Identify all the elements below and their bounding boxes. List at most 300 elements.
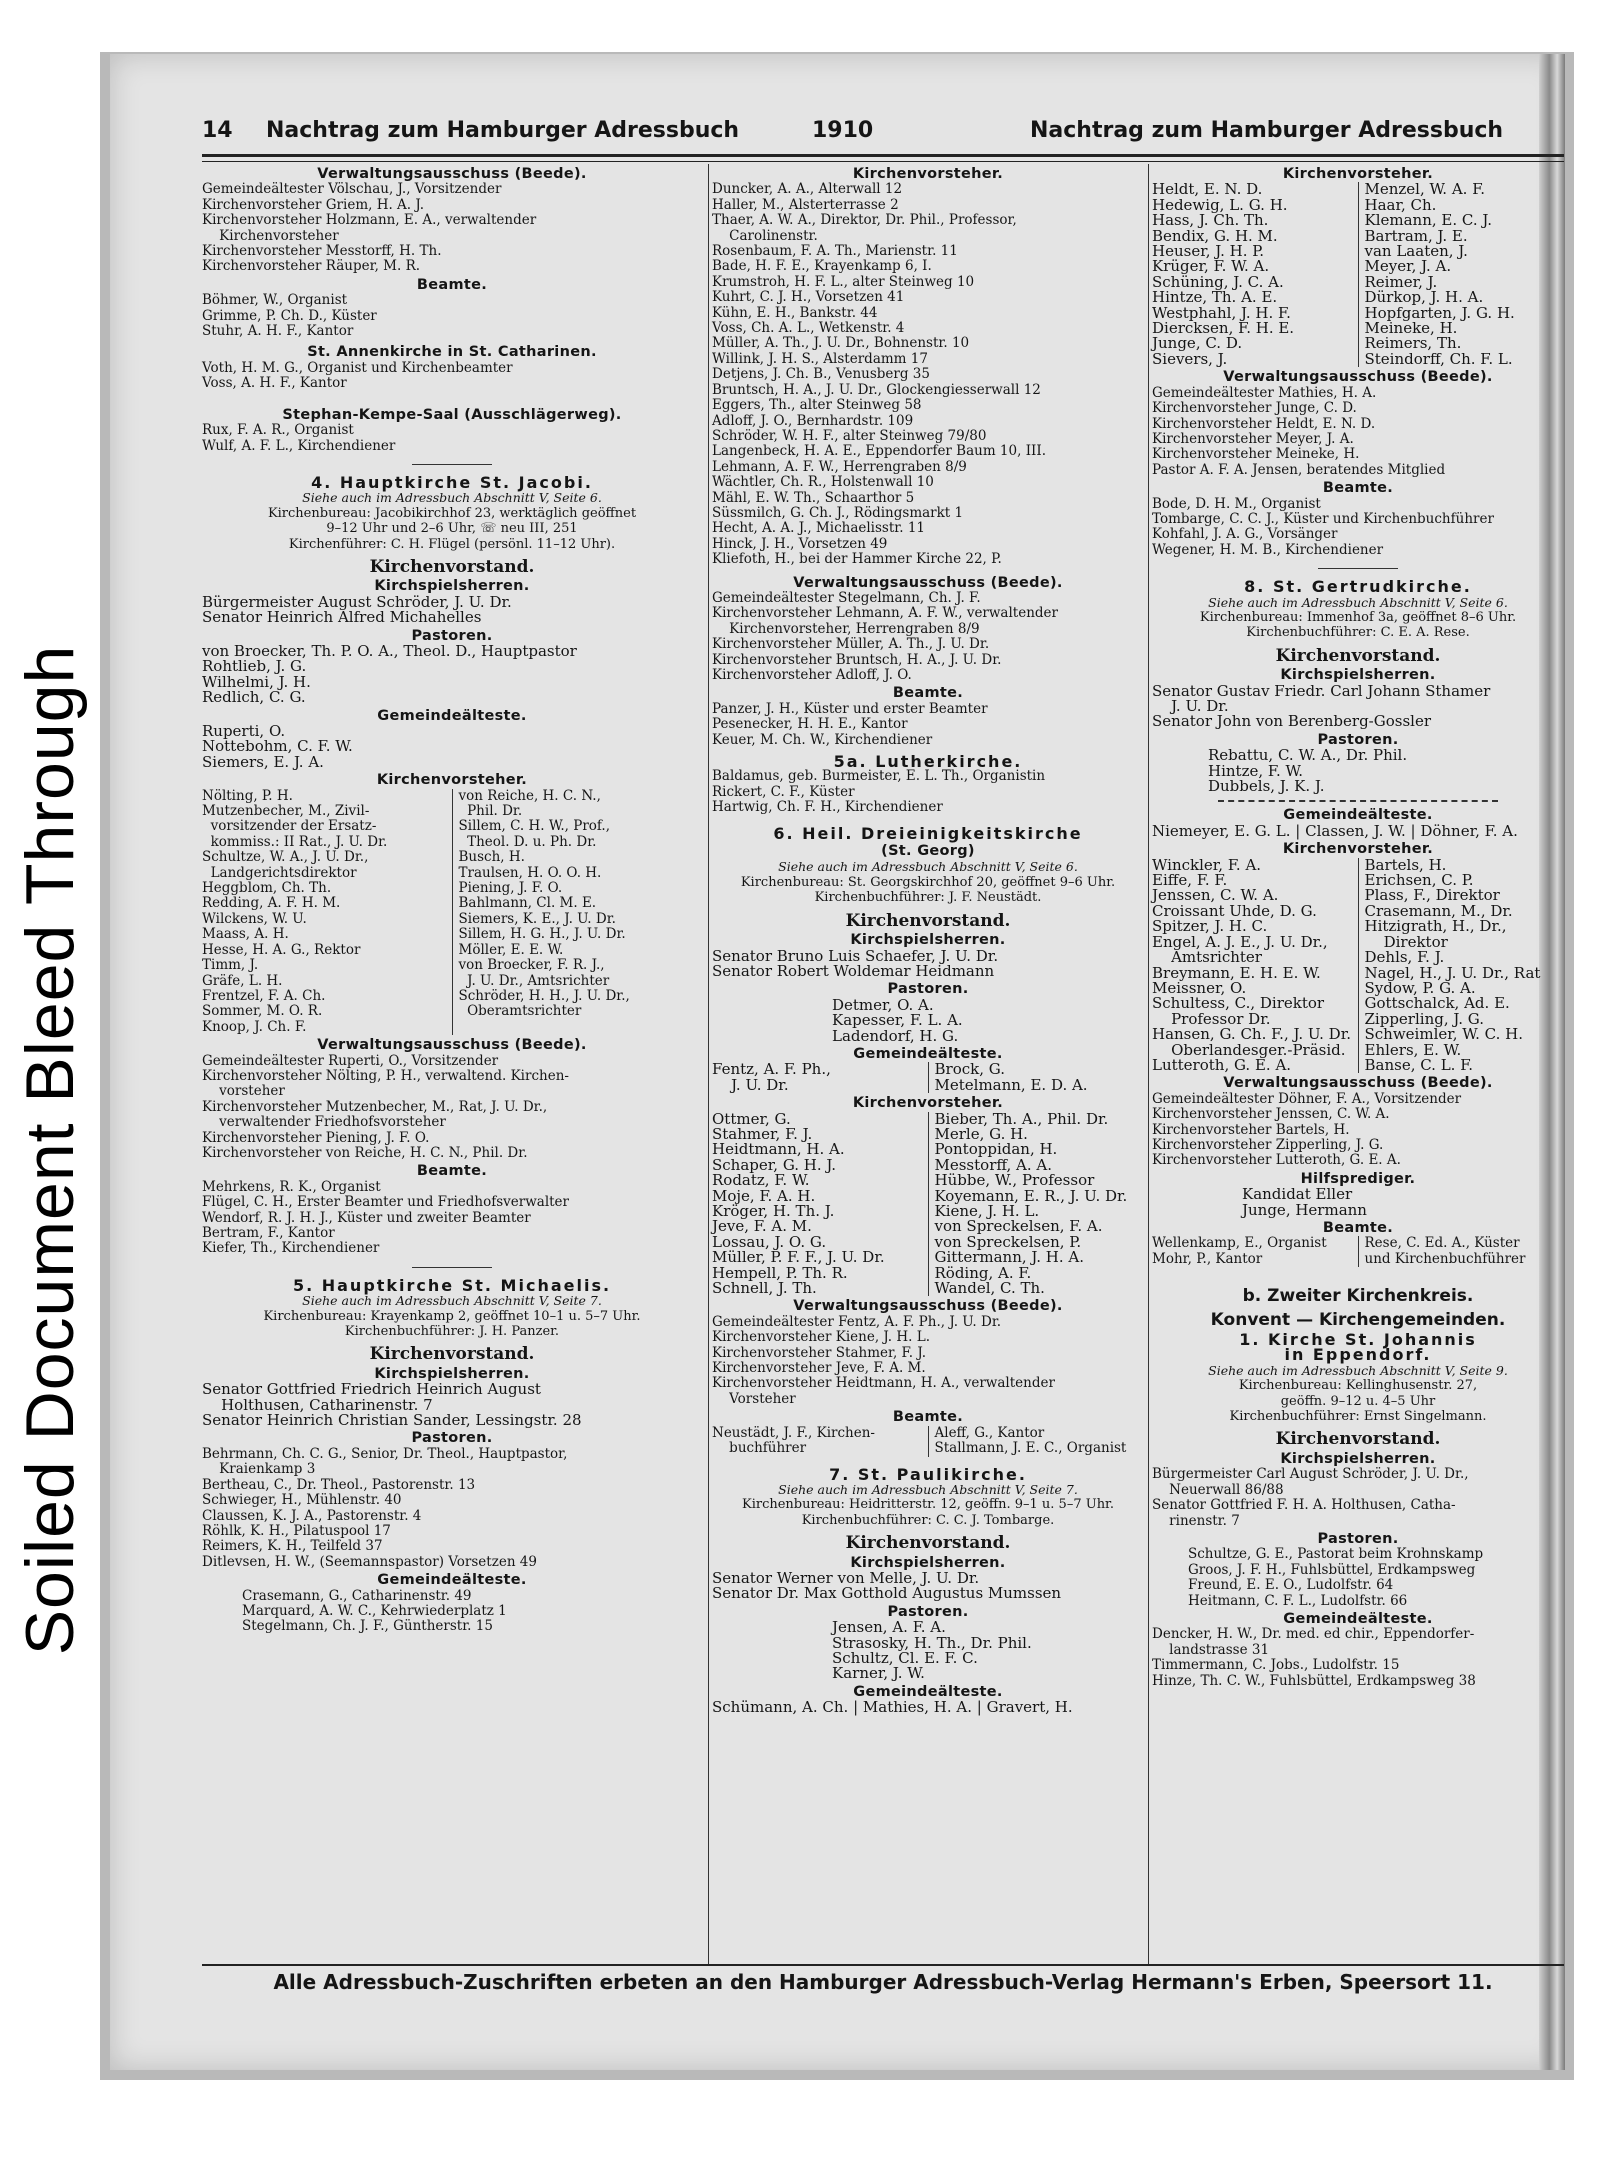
page-footer: Alle Adressbuch-Zuschriften erbeten an den Hamburger Adressbuch-Verlag Hermann's Erben, Speersort 11. [273, 1970, 1493, 1994]
list-item: Professor Dr. [1152, 1009, 1271, 1028]
list-item: Rese, C. Ed. A., Küster [1364, 1235, 1520, 1252]
list-item: Dencker, H. W., Dr. med. ed chir., Eppendorfer- [1152, 1626, 1475, 1643]
section-title: Kirchspielsherren. [1280, 667, 1436, 684]
section-title: Kirchenvorsteher. [852, 166, 1004, 182]
section-title: Beamte. [892, 1409, 964, 1426]
list-item: Behrmann, Ch. C. G., Senior, Dr. Theol., Hauptpastor, [202, 1445, 568, 1462]
section-list [712, 1315, 1144, 1407]
list-item: Gräfe, L. H. [202, 972, 283, 989]
column-3 [1152, 164, 1564, 1964]
list-item: Mehrkens, R. K., Organist [202, 1178, 381, 1195]
list-item: Hopfgarten, J. G. H. [1364, 303, 1515, 322]
church-title: 5. Hauptkirche St. Michaelis. [292, 1275, 612, 1295]
list-item: Senator Werner von Melle, J. U. Dr. [712, 1568, 980, 1587]
list-item: Menzel, W. A. F. [1364, 180, 1486, 199]
list-item: Möller, E. E. W. [458, 941, 564, 958]
list-item: Winckler, F. A. [1152, 855, 1262, 874]
list-item: Kirchenvorsteher Piening, J. F. O. [202, 1129, 430, 1146]
list-item: Kraienkamp 3 [202, 1461, 316, 1478]
section-list [202, 1447, 702, 1570]
list-item: Bode, D. H. M., Organist [1152, 495, 1321, 512]
list-item: Oberlandesger.-Präsid. [1152, 1040, 1346, 1059]
list-item: Kirchenführer: C. H. Flügel (persönl. 11–12 Uhr). [288, 536, 616, 552]
list-item: Kirchenvorsteher Lehmann, A. F. W., verwaltender [712, 605, 1058, 622]
list-item: Senator Bruno Luis Schaefer, J. U. Dr. [712, 946, 999, 965]
list-item: Reimers, Th. [1364, 334, 1462, 353]
list-item: Spitzer, J. H. C. [1152, 917, 1268, 936]
list-item: Jensen, A. F. A. [832, 1618, 946, 1637]
list-item: Merle, G. H. [934, 1124, 1028, 1143]
list-item: Kirchenbureau: St. Georgskirchhof 20, geöffnet 9–6 Uhr. [740, 874, 1116, 890]
list-item: Redlich, C. G. [202, 688, 306, 707]
kirchenvorstand-title: Kirchenvorstand. [845, 1533, 1011, 1554]
church-reference: Siehe auch im Adressbuch Abschnitt V, Seite 9. [1208, 1362, 1508, 1378]
list-item: vorsitzender der Ersatz- [202, 818, 377, 835]
church-title: 5a. Lutherkirche. [833, 752, 1023, 772]
list-item: Frentzel, F. A. Ch. [202, 987, 326, 1004]
list-item: Messtorff, A. A. [934, 1155, 1052, 1174]
church-info [1152, 1378, 1564, 1424]
section-title: Verwaltungsausschuss (Beede). [1223, 369, 1493, 386]
list-item: Kirchenvorsteher Meyer, J. A. [1152, 430, 1354, 447]
list-item: Ottmer, G. [712, 1109, 791, 1128]
list-item: Kirchenvorsteher Adloff, J. O. [712, 667, 912, 683]
list-item: Flügel, C. H., Erster Beamter und Friedhofsverwalter [202, 1194, 569, 1211]
list-item: Siemers, E. J. A. [202, 752, 324, 771]
list-item: Steindorff, Ch. F. L. [1364, 349, 1513, 368]
list-item: Detjens, J. Ch. B., Venusberg 35 [712, 366, 930, 383]
list-item: Voss, A. H. F., Kantor [202, 375, 347, 392]
list-item: Hartwig, Ch. F. H., Kirchendiener [712, 799, 943, 816]
list-item: von Broecker, F. R. J., [458, 957, 605, 974]
list-item: Kirchenvorsteher Zipperling, J. G. [1152, 1136, 1384, 1153]
list-item: Pastor A. F. A. Jensen, beratendes Mitglied [1152, 461, 1446, 478]
list-item: Groos, J. F. H., Fuhlsbüttel, Erdkampsweg [1188, 1561, 1476, 1578]
list-item: Ditlevsen, H. W., (Seemannspastor) Vorsetzen 49 [202, 1553, 537, 1570]
list-item: Röhlk, K. H., Pilatuspool 17 [202, 1522, 391, 1539]
list-item: Dubbels, J. K. J. [1208, 777, 1325, 796]
list-item: vorsteher [202, 1083, 285, 1100]
section-title: Kirchenvorsteher. [852, 1095, 1004, 1112]
list-item: Neuerwall 86/88 [1152, 1481, 1284, 1498]
two-column-list [712, 1109, 1144, 1298]
list-item: buchführer [712, 1440, 807, 1457]
list-item: Rodatz, F. W. [712, 1171, 810, 1190]
list-item: Bendix, G. H. M. [1152, 226, 1278, 245]
list-item: van Laaten, J. [1364, 242, 1468, 261]
list-item: Senator John von Berenberg-Gossler [1152, 712, 1432, 731]
list-item: Schultze, W. A., J. U. Dr., [202, 849, 369, 866]
list-item: J. U. Dr., Amtsrichter [458, 972, 610, 989]
list-item: Vorsteher [712, 1390, 796, 1407]
list-item: Hinze, Th. C. W., Fuhlsbüttel, Erdkampsweg 38 [1152, 1672, 1476, 1689]
section-title: Kirchspielsherren. [1280, 1450, 1436, 1467]
list-item: Kapesser, F. L. A. [832, 1011, 963, 1030]
list-left [712, 1062, 929, 1093]
list-item: Amtsrichter [1152, 948, 1262, 967]
document-page [110, 54, 1565, 2070]
list-item: Maass, A. H. [202, 926, 289, 943]
list-item: Eggers, Th., alter Steinweg 58 [712, 397, 922, 414]
list-item: Haar, Ch. [1364, 195, 1437, 214]
list-item: Rickert, C. F., Küster [712, 783, 855, 800]
church-title: 1. Kirche St. Johannis [1239, 1330, 1477, 1350]
two-column-list [202, 789, 702, 1036]
column-rule-1 [708, 164, 709, 1964]
church-info [202, 506, 702, 552]
church-title: 4. Hauptkirche St. Jacobi. [311, 472, 593, 492]
list-item: Kirchenvorsteher, Herrengraben 8/9 [712, 620, 980, 637]
list-item: Wächtler, Ch. R., Holstenwall 10 [712, 474, 934, 491]
list-item: Bartels, H. [1364, 855, 1447, 874]
church-reference: Siehe auch im Adressbuch Abschnitt V, Seite 7. [302, 1293, 602, 1309]
list-item: von Broecker, Th. P. O. A., Theol. D., Hauptpastor [202, 641, 577, 660]
list-item: Gemeindeältester Stegelmann, Ch. J. F. [712, 589, 981, 606]
section-list [202, 1382, 702, 1428]
list-item: Jenssen, C. W. A. [1152, 886, 1279, 905]
list-item: Junge, C. D. [1152, 334, 1243, 353]
list-item: Hempell, P. Th. R. [712, 1263, 848, 1282]
header-right-title: Nachtrag zum Hamburger Adressbuch [1030, 118, 1504, 143]
list-item: Bertheau, C., Dr. Theol., Pastorenstr. 13 [202, 1476, 476, 1493]
list-item: Stuhr, A. H. F., Kantor [202, 323, 354, 340]
list-item: Kirchenbuchführer: C. E. A. Rese. [1246, 625, 1470, 641]
column-1 [202, 164, 702, 1964]
list-item: Kröger, H. Th. J. [712, 1202, 835, 1220]
list-item: Kirchenvorsteher Stahmer, F. J. [712, 1344, 927, 1361]
list-item: Kirchenvorsteher Müller, A. Th., J. U. Dr. [712, 636, 990, 653]
list-item: Sommer, M. O. R. [202, 1003, 323, 1020]
section-title: Beamte. [416, 276, 488, 293]
list-item: Siemers, K. E., J. U. Dr. [458, 910, 616, 927]
section-list [202, 1589, 702, 1635]
section-list [712, 995, 1144, 1045]
section-list [202, 293, 702, 339]
list-item: Aleff, G., Kantor [934, 1424, 1045, 1441]
list-item: Kirchenbureau: Krayenkamp 2, geöffnet 10–1 u. 5–7 Uhr. [263, 1308, 641, 1324]
list-item: Crasemann, M., Dr. [1364, 901, 1513, 920]
section-list [202, 361, 702, 392]
list-item: Reimer, J. [1364, 272, 1438, 291]
list-item: Meyer, J. A. [1364, 257, 1452, 276]
list-item: Kirchenvorsteher von Reiche, H. C. N., Phil. Dr. [202, 1144, 528, 1161]
list-item: Kirchenbureau: Jacobikirchhof 23, werktäglich geöffnet [267, 505, 637, 521]
church-reference: Siehe auch im Adressbuch Abschnitt V, Seite 7. [778, 1481, 1078, 1497]
church-title: 8. St. Gertrudkirche. [1244, 577, 1472, 597]
list-item: Mutzenbecher, M., Zivil- [202, 803, 370, 820]
list-item: Gemeindeältester Ruperti, O., Vorsitzender [202, 1052, 499, 1069]
divider [1318, 568, 1398, 569]
list-item: Kirchenvorsteher [202, 227, 339, 244]
list-item: Willink, J. H. S., Alsterdamm 17 [712, 350, 928, 367]
divider [412, 464, 492, 465]
section-list [1152, 1547, 1564, 1609]
list-item: Ehlers, E. W. [1364, 1040, 1462, 1059]
list-item: Müller, P. F. F., J. U. Dr. [712, 1248, 885, 1267]
list-item: Kirchenvorsteher Mutzenbecher, M., Rat, J. U. Dr., [202, 1098, 548, 1115]
list-item: Kirchenvorsteher Junge, C. D. [1152, 400, 1357, 417]
section-title: Pastoren. [411, 1430, 493, 1447]
footer-rule [202, 1964, 1564, 1966]
list-item: Hitzigrath, H., Dr., [1364, 917, 1507, 936]
list-item: Senator Gottfried F. H. A. Holthusen, Catha- [1152, 1497, 1456, 1514]
list-item: Schüning, J. C. A. [1152, 272, 1284, 291]
list-item: Heldt, E. N. D. [1152, 180, 1263, 199]
list-item: Hübbe, W., Professor [934, 1171, 1095, 1190]
list-item: Kirchenbureau: Kellinghusenstr. 27, [1238, 1378, 1478, 1394]
list-item: Ladendorf, H. G. [832, 1026, 959, 1045]
section-title: St. Annenkirche in St. Catharinen. [307, 344, 597, 361]
column-2 [712, 164, 1144, 1964]
list-right [453, 789, 703, 1036]
list-item: Dürkop, J. H. A. [1364, 288, 1484, 307]
list-item: Heuser, J. H. P. [1152, 242, 1265, 261]
list-item: Tombarge, C. C. J., Küster und Kirchenbuchführer [1152, 510, 1494, 527]
section-list [202, 641, 702, 707]
list-item: Schnell, J. Th. [712, 1279, 817, 1298]
list-item: Langenbeck, H. A. E., Eppendorfer Baum 10, III. [712, 443, 1046, 460]
list-item: Baldamus, geb. Burmeister, E. L. Th., Organistin [712, 768, 1046, 785]
list-item: und Kirchenbuchführer [1364, 1250, 1526, 1267]
list-item: Röding, A. F. [934, 1263, 1032, 1282]
list-item: Eiffe, F. F. [1152, 871, 1228, 890]
list-item: Traulsen, H. O. O. H. [458, 864, 602, 881]
church-reference: Siehe auch im Adressbuch Abschnitt V, Seite 6. [1208, 594, 1508, 610]
section-title: Hilfsprediger. [1300, 1170, 1416, 1187]
list-item: Hansen, G. Ch. F., J. U. Dr. [1152, 1025, 1351, 1044]
list-item: Wandel, C. Th. [934, 1279, 1045, 1298]
list-item: Plass, F., Direktor [1364, 886, 1500, 905]
list-item: Voss, Ch. A. L., Wetkenstr. 4 [712, 320, 905, 337]
two-column-list [1152, 1236, 1564, 1267]
list-item: Kirchenvorsteher Lutteroth, G. E. A. [1152, 1152, 1401, 1169]
list-item: Sievers, J. [1152, 349, 1228, 368]
list-item: Bürgermeister Carl August Schröder, J. U. Dr., [1152, 1466, 1469, 1483]
list-item: Gemeindeältester Fentz, A. F. Ph., J. U. Dr. [712, 1313, 1002, 1330]
list-item: Landgerichtsdirektor [202, 864, 357, 881]
kirchenvorstand-title: Kirchenvorstand. [845, 910, 1011, 931]
list-item: Phil. Dr. [458, 803, 523, 820]
list-item: Schultze, G. E., Pastorat beim Krohnskamp [1188, 1546, 1484, 1563]
church-reference: Siehe auch im Adressbuch Abschnitt V, Seite 6. [302, 490, 602, 506]
church-title: 6. Heil. Dreieinigkeitskirche [773, 823, 1083, 843]
list-item: Gemeindeältester Mathies, H. A. [1152, 384, 1377, 401]
list-item: Marquard, A. W. C., Kehrwiederplatz 1 [242, 1602, 507, 1619]
list-item: Haller, M., Alsterterrasse 2 [712, 196, 899, 213]
side-label-text: Soiled Document Bleed Through [12, 644, 88, 1656]
list-item: Hecht, A. A. J., Michaelisstr. 11 [712, 520, 926, 537]
list-item: J. U. Dr. [712, 1075, 789, 1094]
list-item: Direktor [1364, 932, 1448, 951]
list-item: Kirchenvorsteher Jenssen, C. W. A. [1152, 1106, 1390, 1123]
section-list [712, 769, 1144, 815]
list-item: Kandidat Eller [1242, 1185, 1353, 1204]
list-item: Nölting, P. H. [202, 787, 293, 804]
list-item: Thaer, A. W. A., Direktor, Dr. Phil., Professor, [712, 212, 1017, 229]
church-subtitle: (St. Georg) [881, 843, 975, 860]
list-item: Neustädt, J. F., Kirchen- [712, 1424, 875, 1441]
kirchenvorstand-title: Kirchenvorstand. [1275, 1429, 1441, 1450]
list-item: Hintze, Th. A. E. [1152, 288, 1278, 307]
list-item: Ruperti, O. [202, 722, 286, 740]
list-item: Piening, J. F. O. [458, 880, 563, 897]
church-info [712, 1497, 1144, 1528]
list-item: Senator Dr. Max Gotthold Augustus Mumssen [712, 1584, 1062, 1603]
church-info [712, 875, 1144, 906]
list-item: Stahmer, F. J. [712, 1124, 813, 1143]
list-item: Sillem, H. G. H., J. U. Dr. [458, 926, 626, 943]
section-title: Kirchspielsherren. [374, 1365, 530, 1382]
list-item: Engel, A. J. E., J. U. Dr., [1152, 932, 1328, 951]
list-item: Kirchenbuchführer: J. H. Panzer. [344, 1324, 560, 1340]
section-title: Beamte. [1322, 480, 1394, 497]
list-item: 9–12 Uhr und 2–6 Uhr, ☏ neu III, 251 [326, 521, 578, 537]
list-item: Lossau, J. O. G. [712, 1232, 827, 1251]
list-item: Schaper, G. H. J. [712, 1155, 837, 1174]
list-item: Reimers, K. H., Teilfeld 37 [202, 1538, 383, 1555]
list-item: Bartram, J. E. [1364, 226, 1468, 245]
section-title: Kirchspielsherren. [374, 578, 530, 595]
section-title: Verwaltungsausschuss (Beede). [317, 1037, 587, 1054]
list-item: Süssmilch, G. Ch. J., Rödingsmarkt 1 [712, 504, 964, 521]
list-item: Timmermann, C. Jobs., Ludolfstr. 15 [1152, 1657, 1400, 1674]
list-item: von Spreckelsen, P. [934, 1232, 1082, 1251]
list-item: Rebattu, C. W. A., Dr. Phil. [1208, 746, 1408, 765]
dashed-divider [1218, 800, 1498, 802]
list-item: Theol. D. u. Ph. Dr. [458, 833, 597, 850]
list-item: Meineke, H. [1364, 319, 1458, 338]
list-item: von Reiche, H. C. N., [458, 787, 601, 804]
section-list [202, 1180, 702, 1257]
list-item: Kirchenbuchführer: J. F. Neustädt. [814, 890, 1042, 906]
section-title: Stephan-Kempe-Saal (Ausschlägerweg). [282, 406, 622, 423]
list-item: Senator Heinrich Alfred Michahelles [202, 608, 482, 627]
list-item: Wellenkamp, E., Organist [1152, 1235, 1327, 1252]
list-item: Carolinenstr. [712, 227, 818, 244]
header-year: 1910 [812, 118, 874, 143]
list-item: Stallmann, J. E. C., Organist [934, 1440, 1127, 1457]
list-item: Rosenbaum, F. A. Th., Marienstr. 11 [712, 243, 958, 260]
list-right [1359, 182, 1565, 367]
section-list [712, 1568, 1144, 1603]
list-item: Senator Gottfried Friedrich Heinrich August [202, 1380, 541, 1399]
list-item: Brock, G. [934, 1060, 1005, 1079]
list-item: Schultess, C., Direktor [1152, 994, 1325, 1013]
list-item: Karner, J. W. [832, 1664, 925, 1683]
list-item: Moje, F. A. H. [712, 1186, 816, 1205]
list-item: Detmer, O. A. [832, 995, 934, 1014]
section-title: Gemeindeälteste. [853, 1683, 1003, 1700]
page-number: 14 [202, 118, 233, 143]
section-title: Pastoren. [1317, 731, 1399, 748]
list-item: Kirchenvorsteher Bruntsch, H. A., J. U. Dr. [712, 651, 1002, 668]
list-item: Schweimler, W. C. H. [1364, 1025, 1523, 1044]
list-item: verwaltender Friedhofsvorsteher [202, 1114, 446, 1131]
list-item: Nottebohm, C. F. W. [202, 737, 353, 756]
list-item: Klemann, E. C. J. [1364, 211, 1492, 230]
column-rule-2 [1148, 164, 1149, 1964]
list-item: Kuhrt, C. J. H., Vorsetzen 41 [712, 289, 905, 306]
list-item: Kirchenvorsteher Griem, H. A. J. [202, 196, 425, 213]
section-list [202, 592, 702, 627]
list-right [929, 1109, 1145, 1298]
list-item: Mohr, P., Kantor [1152, 1250, 1263, 1267]
section-title: Gemeindeälteste. [853, 1045, 1003, 1062]
section-title: Verwaltungsausschuss (Beede). [1223, 1075, 1493, 1092]
list-left [202, 789, 453, 1036]
list-item: Bürgermeister August Schröder, J. U. Dr. [202, 592, 512, 611]
list-item: Strasosky, H. Th., Dr. Phil. [832, 1633, 1032, 1652]
list-item: Redding, A. F. H. M. [202, 895, 341, 912]
section-list [712, 946, 1144, 980]
section-title: Kirchenvorsteher. [1282, 166, 1434, 182]
page-header [202, 118, 1564, 158]
kirchenvorstand-title: Kirchenvorstand. [1275, 645, 1441, 666]
list-item: Wilckens, W. U. [202, 910, 307, 927]
church-info [1152, 610, 1564, 641]
list-item: Senator Robert Woldemar Heidmann [712, 961, 995, 980]
list-item: Bade, H. F. E., Krayenkamp 6, I. [712, 258, 932, 275]
church-reference: Siehe auch im Adressbuch Abschnitt V, Seite 6. [778, 859, 1078, 875]
list-item: Sillem, C. H. W., Prof., [458, 818, 611, 835]
divider [412, 1267, 492, 1268]
list-item: kommiss.: II Rat., J. U. Dr. [202, 833, 388, 850]
list-item: Kirchenbureau: Heidritterstr. 12, geöffn. 9–1 u. 5–7 Uhr. [742, 1497, 1114, 1513]
list-left [1152, 1236, 1359, 1267]
list-item: Krüger, F. W. A. [1152, 257, 1270, 276]
section-title: Gemeindeälteste. [377, 707, 527, 724]
side-label [0, 0, 100, 2177]
list-item: Krumstroh, H. F. L., alter Steinweg 10 [712, 273, 975, 290]
section-list [712, 591, 1144, 683]
list-item: Jeve, F. A. M. [712, 1217, 812, 1236]
list-item: Gittermann, J. H. A. [934, 1248, 1085, 1267]
list-item: Grimme, P. Ch. D., Küster [202, 307, 377, 324]
list-item: Holthusen, Catharinenstr. 7 [202, 1395, 433, 1414]
list-item: Hintze, F. W. [1208, 761, 1304, 780]
list-item: Hesse, H. A. G., Rektor [202, 941, 361, 958]
section-list [1152, 1187, 1564, 1218]
section-title: Gemeindeälteste. [1283, 1610, 1433, 1627]
list-item: Wilhelmi, J. H. [202, 672, 311, 691]
list-right [1359, 855, 1565, 1074]
section-line: Niemeyer, E. G. L. | Classen, J. W. | Döhner, F. A. [1152, 821, 1518, 840]
list-item: Meissner, O. [1152, 978, 1247, 997]
two-column-list [1152, 182, 1564, 367]
list-item: Heitmann, C. F. L., Ludolfstr. 66 [1188, 1592, 1408, 1609]
section-line: Schümann, A. Ch. | Mathies, H. A. | Gravert, H. [712, 1698, 1073, 1717]
list-right [929, 1062, 1145, 1093]
church-subtitle: in Eppendorf. [1284, 1345, 1432, 1365]
section-title: Pastoren. [887, 981, 969, 998]
list-item: Kirchenvorsteher Meineke, H. [1152, 446, 1360, 463]
section-list [1152, 386, 1564, 478]
list-item: Kirchenbureau: Immenhof 3a, geöffnet 8–6 Uhr. [1199, 609, 1517, 625]
list-left [1152, 855, 1359, 1074]
list-item: Kirchenvorsteher Messtorff, H. Th. [202, 243, 442, 260]
list-item: Knoop, J. Ch. F. [202, 1018, 307, 1035]
list-item: Kohfahl, J. A. G., Vorsänger [1152, 526, 1338, 543]
list-item: Timm, J. [202, 957, 259, 974]
section-list [712, 182, 1144, 567]
list-item: Kirchenvorsteher Räuper, M. R. [202, 258, 421, 275]
list-item: Keuer, M. Ch. W., Kirchendiener [712, 731, 933, 748]
section-title: Beamte. [1322, 1220, 1394, 1236]
section-list [1152, 748, 1564, 794]
list-left [712, 1426, 929, 1457]
list-right [929, 1426, 1145, 1457]
section-title: Kirchspielsherren. [850, 1554, 1006, 1571]
